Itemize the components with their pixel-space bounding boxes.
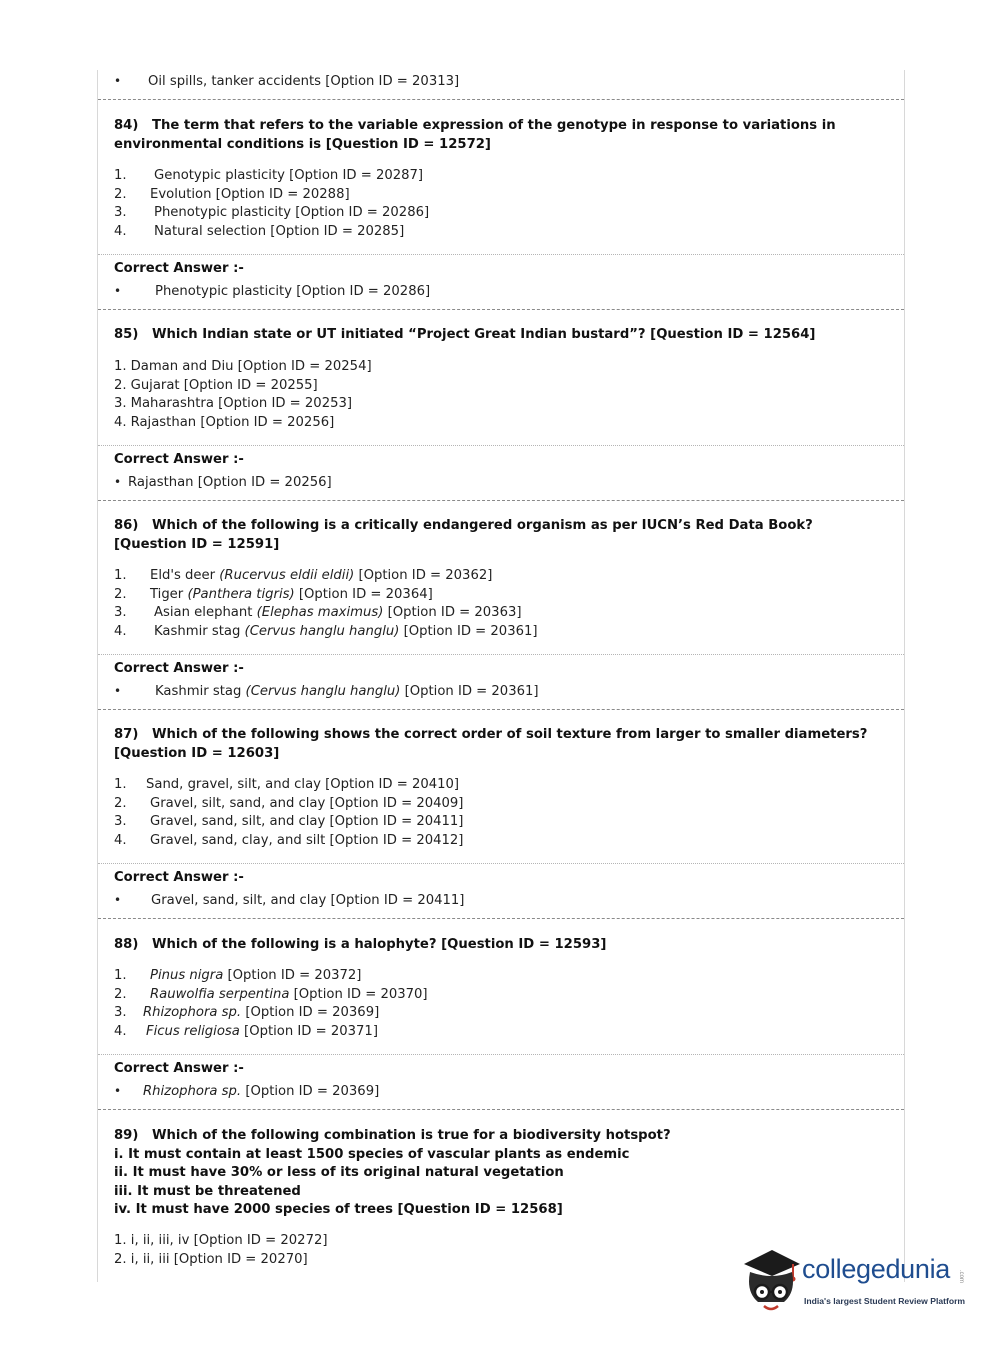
statement-iii: iii. It must be threatened xyxy=(114,1183,301,1199)
answer-divider xyxy=(98,863,904,864)
answer-divider xyxy=(98,1054,904,1055)
question-text: Which of the following is a critically endangered organism as per IUCN’s Red Data Book? [Question ID = 12591] xyxy=(114,518,813,552)
bullet: • xyxy=(114,1084,122,1098)
q86-option-3: 3. Asian elephant (Elephas maximus) [Option ID = 20363] xyxy=(114,605,522,620)
q85-option-4: 4. Rajasthan [Option ID = 20256] xyxy=(114,414,335,430)
answer-divider xyxy=(98,445,904,446)
q88-option-4: 4. Ficus religiosa [Option ID = 20371] xyxy=(114,1023,378,1039)
q86-option-1: 1. Eld's deer (Rucervus eldii eldii) [Option ID = 20362] xyxy=(114,568,493,583)
q84-option-2: 2. Evolution [Option ID = 20288] xyxy=(114,186,350,202)
q85-option-3: 3. Maharashtra [Option ID = 20253] xyxy=(114,396,353,411)
statement-i: i. It must contain at least 1500 species of vascular plants as endemic xyxy=(114,1146,630,1162)
q87-option-4: 4. Gravel, sand, clay, and silt [Option ID = 20412] xyxy=(114,832,464,848)
question-separator xyxy=(98,309,904,310)
q86-option-4: 4. Kashmir stag (Cervus hanglu hanglu) [Option ID = 20361] xyxy=(114,623,538,639)
mascot-icon xyxy=(742,1246,802,1318)
logo-com: .com xyxy=(958,1270,964,1284)
question-89 xyxy=(114,1127,890,1220)
question-number: 84) xyxy=(114,118,139,133)
logo-wordmark: collegedunia xyxy=(802,1254,951,1284)
q84-correct-answer: • Phenotypic plasticity [Option ID = 20286] xyxy=(114,284,431,299)
q88-correct-answer: • Rhizophora sp. [Option ID = 20369] xyxy=(114,1084,380,1099)
question-88 xyxy=(114,936,890,955)
question-text: Which Indian state or UT initiated “Project Great Indian bustard”? [Question ID = 12564] xyxy=(152,327,816,342)
question-86 xyxy=(114,517,890,554)
answer-divider xyxy=(98,254,904,255)
collegedunia-logo xyxy=(742,1246,972,1318)
correct-answer-label: Correct Answer :- xyxy=(114,452,244,467)
question-number: 86) xyxy=(114,518,139,533)
statement-ii: ii. It must have 30% or less of its original natural vegetation xyxy=(114,1165,564,1180)
q85-option-2: 2. Gujarat [Option ID = 20255] xyxy=(114,377,318,393)
question-84 xyxy=(114,117,890,154)
question-text: The term that refers to the variable expression of the genotype in response to variations in environmental conditions is [Question ID = 12572] xyxy=(114,118,836,152)
question-text: Which of the following combination is true for a biodiversity hotspot? xyxy=(152,1128,671,1143)
question-87 xyxy=(114,726,890,763)
q86-correct-answer: • Kashmir stag (Cervus hanglu hanglu) [Option ID = 20361] xyxy=(114,684,539,699)
question-number: 89) xyxy=(114,1128,139,1143)
answer-divider xyxy=(98,654,904,655)
bullet: • xyxy=(114,893,122,907)
previous-correct-answer: • Oil spills, tanker accidents [Option ID = 20313] xyxy=(114,74,460,89)
question-85 xyxy=(114,326,890,345)
correct-answer-label: Correct Answer :- xyxy=(114,870,244,885)
question-number: 85) xyxy=(114,327,139,342)
question-separator xyxy=(98,918,904,919)
correct-answer-label: Correct Answer :- xyxy=(114,661,244,676)
bullet: • xyxy=(114,684,122,698)
question-text: Which of the following shows the correct order of soil texture from larger to smaller diameters? [Question ID = 12603] xyxy=(114,727,868,761)
bullet: • xyxy=(114,284,122,298)
q86-option-2: 2. Tiger (Panthera tigris) [Option ID = 20364] xyxy=(114,586,433,602)
q88-option-2: 2. Rauwolfia serpentina [Option ID = 20370] xyxy=(114,986,428,1002)
question-separator xyxy=(98,709,904,710)
q89-option-1: 1. i, ii, iii, iv [Option ID = 20272] xyxy=(114,1233,328,1248)
q88-option-3: 3. Rhizophora sp. [Option ID = 20369] xyxy=(114,1005,380,1020)
question-number: 88) xyxy=(114,937,139,952)
logo-tagline: India's largest Student Review Platform xyxy=(804,1296,966,1306)
q85-correct-answer: • Rajasthan [Option ID = 20256] xyxy=(114,475,332,490)
q84-option-3: 3. Phenotypic plasticity [Option ID = 20286] xyxy=(114,205,430,220)
bullet: • xyxy=(114,74,122,88)
q89-option-2: 2. i, ii, iii [Option ID = 20270] xyxy=(114,1251,308,1267)
question-separator xyxy=(98,1109,904,1110)
question-separator xyxy=(98,99,904,100)
question-text: Which of the following is a halophyte? [Question ID = 12593] xyxy=(152,937,607,952)
question-separator xyxy=(98,500,904,501)
statement-iv: iv. It must have 2000 species of trees [Question ID = 12568] xyxy=(114,1202,563,1217)
q87-option-1: 1. Sand, gravel, silt, and clay [Option ID = 20410] xyxy=(114,777,460,792)
q85-option-1: 1. Daman and Diu [Option ID = 20254] xyxy=(114,359,372,374)
q87-option-2: 2. Gravel, silt, sand, and clay [Option ID = 20409] xyxy=(114,795,464,811)
q84-option-1: 1. Genotypic plasticity [Option ID = 20287] xyxy=(114,168,424,183)
q87-option-3: 3. Gravel, sand, silt, and clay [Option ID = 20411] xyxy=(114,814,464,829)
q87-correct-answer: • Gravel, sand, silt, and clay [Option ID = 20411] xyxy=(114,893,465,908)
correct-answer-label: Correct Answer :- xyxy=(114,261,244,276)
q88-option-1: 1. Pinus nigra [Option ID = 20372] xyxy=(114,968,362,983)
bullet: • xyxy=(114,475,122,489)
q84-option-4: 4. Natural selection [Option ID = 20285] xyxy=(114,223,405,239)
document-page xyxy=(97,70,905,1282)
question-number: 87) xyxy=(114,727,139,742)
correct-answer-label: Correct Answer :- xyxy=(114,1061,244,1076)
